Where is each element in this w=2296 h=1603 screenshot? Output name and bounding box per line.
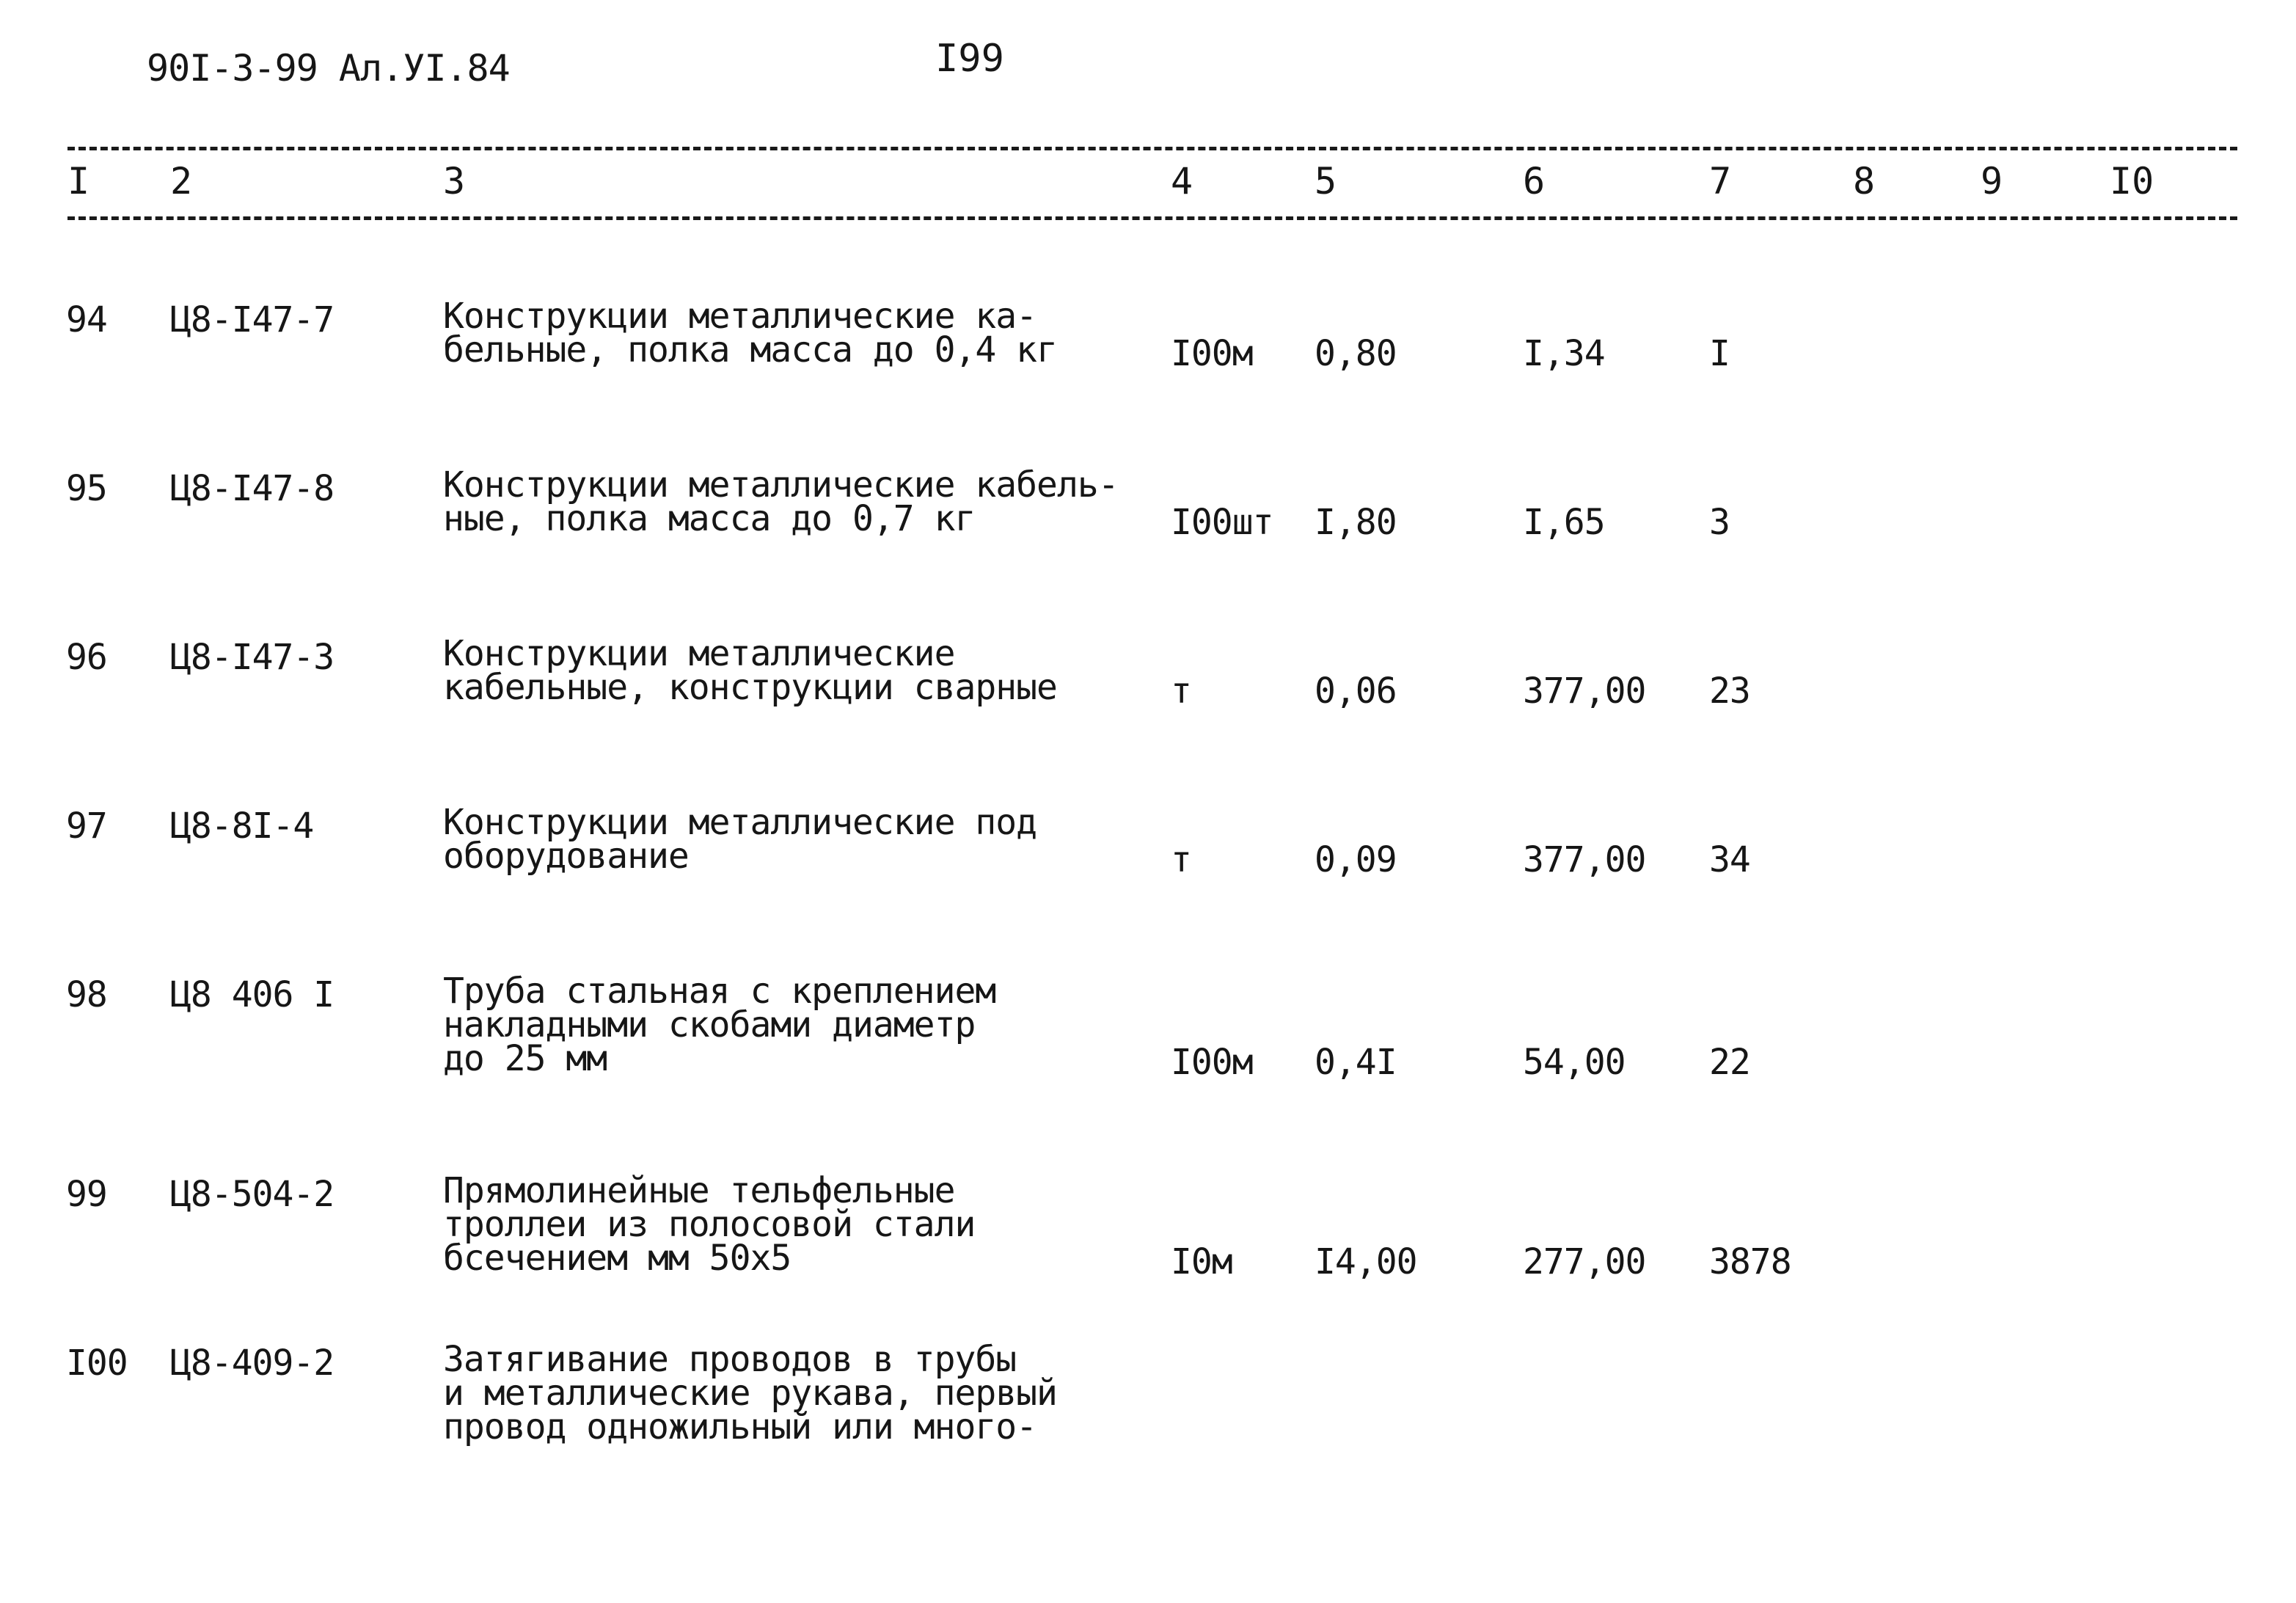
work-description: Прямолинейные тельфельные троллеи из полосовой стали бсечением мм 50х5 xyxy=(443,1170,976,1279)
quantity: 0,09 xyxy=(1315,839,1397,880)
row-number: 96 xyxy=(66,637,107,678)
work-description: Затягивание проводов в трубы и металлические рукава, первый провод одножильный или много- xyxy=(443,1339,1057,1447)
row-number: 99 xyxy=(66,1174,107,1215)
unit-price: 377,00 xyxy=(1523,671,1646,712)
table-row xyxy=(0,1170,2296,1357)
column-header-2: 2 xyxy=(170,160,193,202)
total-cost: 22 xyxy=(1709,1042,1750,1083)
work-description: Конструкции металлические под оборудование xyxy=(443,802,1037,877)
page-number: I99 xyxy=(935,37,1004,81)
work-description: Конструкции металлические кабель- ные, полка масса до 0,7 кг xyxy=(443,464,1119,539)
unit-of-measure: т xyxy=(1171,671,1191,712)
column-header-6: 6 xyxy=(1523,160,1546,202)
column-header-9: 9 xyxy=(1981,160,2003,202)
row-number: 94 xyxy=(66,299,107,340)
table-row xyxy=(0,1339,2296,1489)
unit-of-measure: I00м xyxy=(1171,333,1253,374)
unit-price: 377,00 xyxy=(1523,839,1646,880)
unit-of-measure: I00м xyxy=(1171,1042,1253,1083)
rate-code: Ц8-I47-3 xyxy=(170,637,334,678)
table-row xyxy=(0,802,2296,967)
row-number: 98 xyxy=(66,974,107,1015)
quantity: 0,4I xyxy=(1315,1042,1397,1083)
row-number: 97 xyxy=(66,806,107,847)
work-description: Конструкции металлические кабельные, конструкции сварные xyxy=(443,633,1057,708)
row-number: I00 xyxy=(66,1343,128,1384)
table-row xyxy=(0,971,2296,1158)
rate-code: Ц8-I47-8 xyxy=(170,468,334,509)
quantity: I,80 xyxy=(1315,502,1397,543)
unit-of-measure: т xyxy=(1171,839,1191,880)
column-header-1: I xyxy=(67,160,90,202)
row-number: 95 xyxy=(66,468,107,509)
rate-code: Ц8-8I-4 xyxy=(170,806,314,847)
unit-price: I,65 xyxy=(1523,502,1605,543)
total-cost: 23 xyxy=(1709,671,1750,712)
quantity: 0,80 xyxy=(1315,333,1397,374)
quantity: I4,00 xyxy=(1315,1241,1417,1282)
unit-price: 277,00 xyxy=(1523,1241,1646,1282)
rate-code: Ц8-504-2 xyxy=(170,1174,334,1215)
unit-price: 54,00 xyxy=(1523,1042,1626,1083)
rate-code: Ц8 406 I xyxy=(170,974,334,1015)
rate-code: Ц8-I47-7 xyxy=(170,299,334,340)
column-header-5: 5 xyxy=(1315,160,1337,202)
work-description: Труба стальная с креплением накладными скобами диаметр до 25 мм xyxy=(443,971,996,1079)
total-cost: 3878 xyxy=(1709,1241,1791,1282)
column-header-10: I0 xyxy=(2110,160,2154,202)
column-header-4: 4 xyxy=(1171,160,1193,202)
total-cost: 3 xyxy=(1709,502,1730,543)
column-header-8: 8 xyxy=(1853,160,1876,202)
table-row xyxy=(0,296,2296,461)
rate-code: Ц8-409-2 xyxy=(170,1343,334,1384)
unit-price: I,34 xyxy=(1523,333,1605,374)
total-cost: 34 xyxy=(1709,839,1750,880)
document-code: 90I-3-99 Ал.УI.84 xyxy=(147,47,510,90)
table-row xyxy=(0,464,2296,629)
total-cost: I xyxy=(1709,333,1730,374)
column-header-3: 3 xyxy=(443,160,466,202)
work-description: Конструкции металлические ка- бельные, полка масса до 0,4 кг xyxy=(443,296,1057,370)
quantity: 0,06 xyxy=(1315,671,1397,712)
unit-of-measure: I00шт xyxy=(1171,502,1273,543)
column-header-7: 7 xyxy=(1709,160,1732,202)
table-row xyxy=(0,633,2296,798)
unit-of-measure: I0м xyxy=(1171,1241,1232,1282)
